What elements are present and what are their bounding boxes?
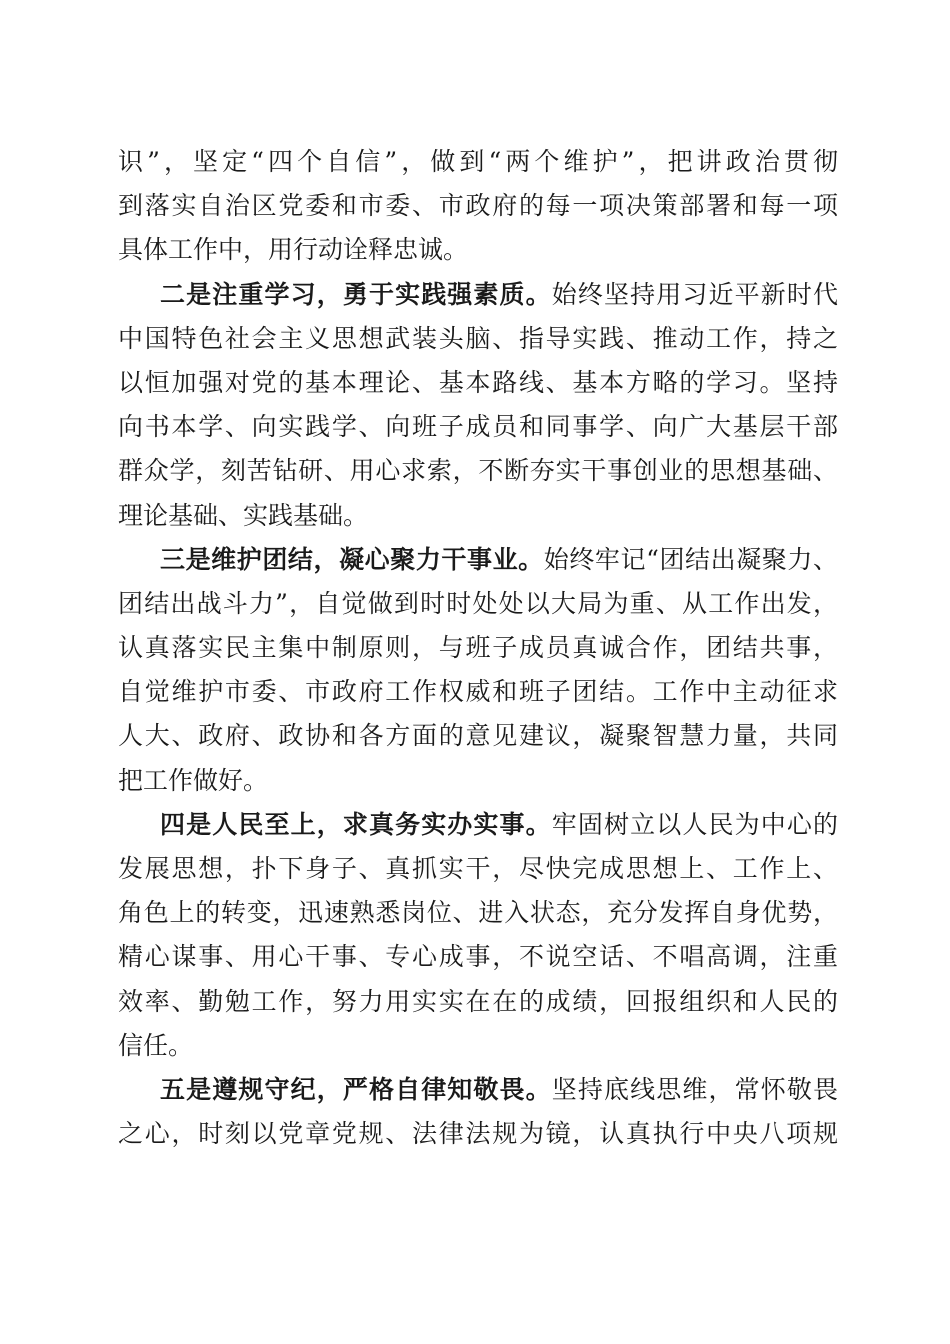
text-line: 自觉维护市委、市政府工作权威和班子团结。工作中主动征求 (118, 677, 838, 707)
text-line: 群众学，刻苦钻研、用心求索，不断夯实干事创业的思想基础、 (118, 456, 838, 486)
text-line: 发展思想，扑下身子、真抓实干，尽快完成思想上、工作上、 (118, 854, 838, 883)
text-line: 具体工作中，用行动诠释忠诚。 (118, 235, 469, 265)
paragraph-continuation (118, 140, 838, 273)
text-line (118, 1068, 838, 1112)
text-line (118, 538, 838, 582)
paragraph-people (118, 803, 838, 1068)
text-line: 理论基础、实践基础。 (118, 500, 369, 530)
text-line: 信任。 (118, 1030, 194, 1060)
text-segment: 始终坚持用习近平新时代 (551, 279, 838, 309)
text-segment: 牢固树立以人民为中心的 (551, 809, 838, 839)
text-line: 角色上的转变，迅速熟悉岗位、进入状态，充分发挥自身优势， (118, 898, 838, 928)
text-line: 到落实自治区党委和市委、市政府的每一项决策部署和每一项 (118, 191, 838, 221)
text-line: 识”，坚定“四个自信”，做到“两个维护”，把讲政治贯彻 (118, 147, 838, 176)
text-line: 之心，时刻以党章党规、法律法规为镜，认真执行中央八项规 (118, 1119, 838, 1149)
paragraph-study (118, 273, 838, 538)
text-line: 中国特色社会主义思想武装头脑、指导实践、推动工作，持之 (118, 323, 838, 353)
paragraph-heading: 二是注重学习，勇于实践强素质。 (160, 279, 552, 309)
text-line: 效率、勤勉工作，努力用实实在在的成绩，回报组织和人民的 (118, 986, 838, 1016)
paragraph-heading: 三是维护团结，凝心聚力干事业。 (160, 544, 544, 574)
text-line (118, 803, 838, 847)
paragraph-heading: 五是遵规守纪，严格自律知敬畏。 (160, 1074, 552, 1104)
text-line: 精心谋事、用心干事、专心成事，不说空话、不唱高调，注重 (118, 942, 838, 972)
text-line: 团结出战斗力”，自觉做到时时处处以大局为重、从工作出发， (118, 588, 838, 618)
paragraph-unity (118, 538, 838, 803)
paragraph-discipline (118, 1068, 838, 1156)
text-line: 向书本学、向实践学、向班子成员和同事学、向广大基层干部 (118, 412, 838, 442)
text-line: 人大、政府、政协和各方面的意见建议，凝聚智慧力量，共同 (118, 721, 838, 751)
text-line (118, 273, 838, 317)
text-line: 以恒加强对党的基本理论、基本路线、基本方略的学习。坚持 (118, 367, 838, 397)
text-line: 认真落实民主集中制原则，与班子成员真诚合作，团结共事， (118, 633, 838, 663)
paragraph-heading: 四是人民至上，求真务实办实事。 (160, 809, 552, 839)
document-body (118, 140, 838, 1156)
text-line: 把工作做好。 (118, 765, 269, 795)
text-segment: 始终牢记“团结出凝聚力、 (543, 544, 838, 574)
text-segment: 坚持底线思维，常怀敬畏 (551, 1074, 838, 1104)
